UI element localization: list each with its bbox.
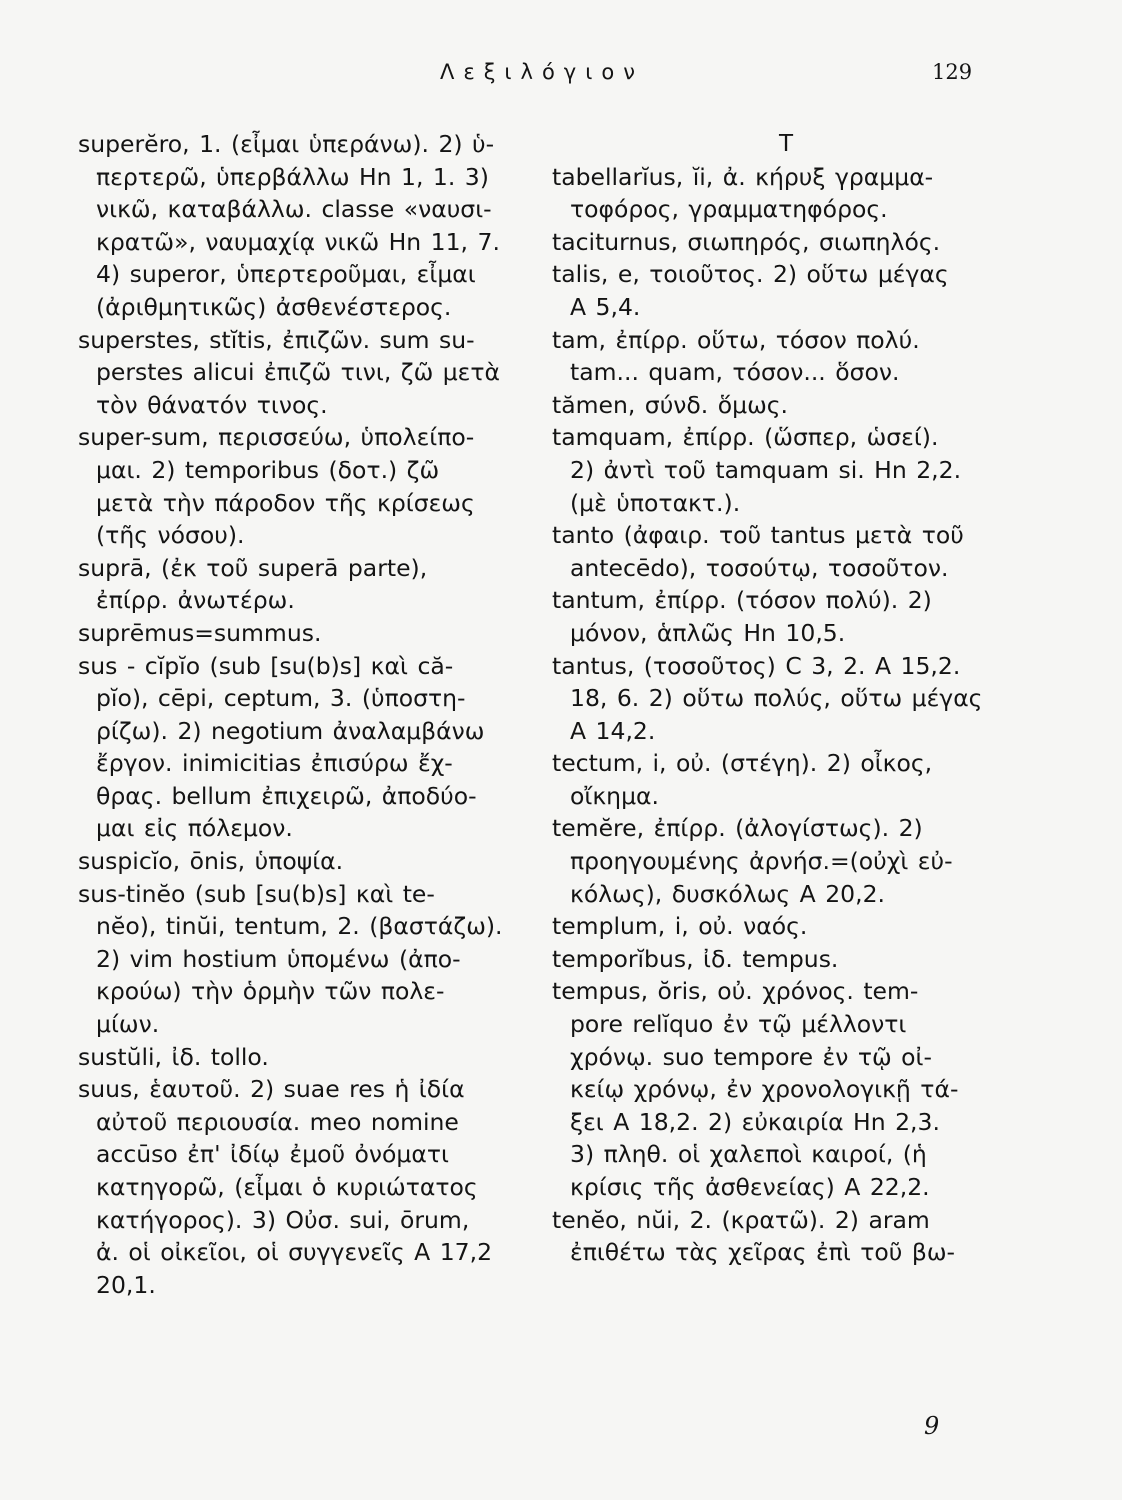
entry-line: ξει A 18,2. 2) εὐκαιρία Hn 2,3. — [570, 1107, 940, 1136]
entry-line: antecēdo), τοσούτῳ, τοσοῦτον. — [570, 553, 949, 582]
dictionary-entry — [80, 324, 520, 422]
dictionary-entry — [554, 812, 982, 910]
entry-headline: sustŭli, ἰδ. tollo. — [78, 1042, 269, 1071]
dictionary-entry — [554, 226, 982, 259]
entry-line: τὸν θάνατόν τινος. — [96, 390, 328, 419]
entry-line: 20,1. — [96, 1270, 156, 1299]
dictionary-entry — [80, 650, 520, 846]
section-letter: T — [778, 131, 794, 157]
page-number: 129 — [932, 60, 973, 84]
entry-line: ρίζω). 2) negotium ἀναλαμβάνω — [96, 716, 485, 745]
entry-line: περτερῶ, ὑπερβάλλω Hn 1, 1. 3) — [96, 162, 489, 191]
dictionary-entry — [80, 1073, 520, 1301]
entry-headline: tantum, ἐπίρρ. (τόσον πολύ). 2) — [552, 586, 932, 615]
entry-headline: tenĕo, nŭi, 2. (κρατῶ). 2) aram — [552, 1205, 930, 1234]
entry-line: ἐπιθέτω τὰς χεῖρας ἐπὶ τοῦ βω- — [570, 1238, 956, 1267]
running-head — [0, 60, 1122, 90]
entry-headline: suus, ἑαυτοῦ. 2) suae res ἡ ἰδία — [78, 1075, 465, 1104]
dictionary-entry — [554, 975, 982, 1203]
right-column — [554, 128, 982, 1269]
entry-line: accūso ἐπ' ἰδίῳ ἐμοῦ ὀνόματι — [96, 1140, 449, 1169]
entry-headline: sus - cĭpĭo (sub [su(b)s] καὶ că- — [78, 651, 454, 680]
left-column — [80, 128, 520, 1301]
dictionary-entry — [80, 1041, 520, 1074]
running-title: Λεξιλόγιον — [440, 60, 644, 84]
entry-line: (ἀριθμητικῶς) ἀσθενέστερος. — [96, 292, 452, 321]
entry-line: κατηγορῶ, (εἶμαι ὁ κυριώτατος — [96, 1173, 478, 1201]
dictionary-entry — [554, 584, 982, 649]
entry-line: κρούω) τὴν ὁρμὴν τῶν πολε- — [96, 977, 445, 1006]
entry-headline: sus-tinĕo (sub [su(b)s] καὶ te- — [78, 879, 435, 908]
dictionary-entry — [554, 1204, 982, 1269]
entry-headline: suprēmus=summus. — [78, 618, 322, 647]
entry-line: (τῆς νόσου). — [96, 521, 245, 550]
dictionary-entry — [80, 552, 520, 617]
entry-headline: tempus, ŏris, οὐ. χρόνος. tem- — [552, 977, 919, 1006]
entry-line: 2) ἀντὶ τοῦ tamquam si. Hn 2,2. — [570, 455, 962, 484]
entry-line: pĭo), cēpi, ceptum, 3. (ὑποστη- — [96, 684, 466, 713]
entry-headline: tam, ἐπίρρ. οὕτω, τόσον πολύ. — [552, 325, 920, 354]
entry-line: κείῳ χρόνῳ, ἐν χρονολογικῇ τά- — [570, 1075, 959, 1104]
entry-line: μαι. 2) temporibus (δοτ.) ζῶ — [96, 455, 440, 484]
entry-line: 3) πληθ. οἱ χαλεποὶ καιροί, (ἡ — [570, 1140, 927, 1169]
dictionary-entry — [80, 617, 520, 650]
dictionary-entry — [80, 878, 520, 1041]
entry-headline: templum, i, οὐ. ναός. — [552, 912, 808, 941]
entry-line: perstes alicui ἐπιζῶ τινι, ζῶ μετὰ — [96, 358, 501, 387]
dictionary-entry — [80, 845, 520, 878]
entry-headline: super-sum, περισσεύω, ὑπολείπο- — [78, 423, 475, 452]
entry-headline: tabellarĭus, ĭi, ἀ. κήρυξ γραμμα- — [552, 162, 934, 191]
dictionary-entry — [80, 421, 520, 551]
entry-headline: tamquam, ἐπίρρ. (ὥσπερ, ὡσεί). — [552, 423, 939, 452]
entry-line: A 14,2. — [570, 716, 656, 745]
entry-line: tam... quam, τόσον... ὅσον. — [570, 358, 900, 387]
entry-line: κρατῶ», ναυμαχίᾳ νικῶ Hn 11, 7. — [96, 227, 500, 256]
dictionary-entry — [554, 161, 982, 226]
entry-line: προηγουμένης ἀρνήσ.=(οὐχὶ εὐ- — [570, 847, 953, 876]
entry-headline: temĕre, ἐπίρρ. (ἀλογίστως). 2) — [552, 814, 923, 843]
dictionary-entry — [554, 324, 982, 389]
entry-line: νικῶ, καταβάλλω. classe «ναυσι- — [96, 195, 492, 224]
entry-line: ἀ. οἱ οἰκεῖοι, οἱ συγγενεῖς A 17,2 — [96, 1238, 493, 1267]
entry-line: μαι εἰς πόλεμον. — [96, 814, 293, 843]
entry-line: οἴκημα. — [570, 781, 659, 810]
dictionary-entry — [554, 519, 982, 584]
entry-line: κόλως), δυσκόλως A 20,2. — [570, 879, 885, 908]
entry-line: ἐπίρρ. ἀνωτέρω. — [96, 586, 295, 615]
entry-line: μετὰ τὴν πάροδον τῆς κρίσεως — [96, 488, 475, 517]
entry-line: nĕo), tinŭi, tentum, 2. (βαστάζω). — [96, 912, 503, 941]
signature-mark: 9 — [924, 1412, 940, 1440]
entry-headline: tectum, i, οὐ. (στέγη). 2) οἶκος, — [552, 749, 933, 778]
dictionary-entry — [554, 421, 982, 519]
entry-line: τοφόρος, γραμματηφόρος. — [570, 195, 888, 224]
entry-headline: tantus, (τοσοῦτος) C 3, 2. A 15,2. — [552, 651, 961, 680]
entry-headline: suspicĭo, ōnis, ὑποψία. — [78, 847, 344, 876]
entry-headline: temporĭbus, ἰδ. tempus. — [552, 944, 839, 973]
dictionary-entry — [554, 910, 982, 943]
entry-headline: superstes, stĭtis, ἐπιζῶν. sum su- — [78, 325, 475, 354]
entry-headline: superĕro, 1. (εἶμαι ὑπεράνω). 2) ὑ- — [78, 130, 495, 158]
entry-headline: suprā, (ἐκ τοῦ superā parte), — [78, 553, 428, 582]
entry-headline: taciturnus, σιωπηρός, σιωπηλός. — [552, 227, 941, 256]
entry-line: κρίσις τῆς ἀσθενείας) A 22,2. — [570, 1173, 930, 1201]
right-column-entries — [554, 161, 982, 1269]
dictionary-entry — [554, 258, 982, 323]
dictionary-entry — [554, 747, 982, 812]
dictionary-entry — [80, 128, 520, 324]
entry-headline: tanto (ἀφαιρ. τοῦ tantus μετὰ τοῦ — [552, 521, 964, 550]
entry-headline: tămen, σύνδ. ὅμως. — [552, 390, 789, 419]
entry-headline: talis, e, τοιοῦτος. 2) οὕτω μέγας — [552, 260, 949, 289]
entry-line: αὐτοῦ περιουσία. meo nomine — [96, 1107, 459, 1136]
dictionary-entry — [554, 943, 982, 976]
entry-line: (μὲ ὑποτακτ.). — [570, 488, 741, 517]
entry-line: ἔργον. inimicitias ἐπισύρω ἔχ- — [96, 749, 453, 778]
dictionary-entry — [554, 389, 982, 422]
entry-line: μόνον, ἁπλῶς Hn 10,5. — [570, 618, 846, 647]
dictionary-entry — [554, 650, 982, 748]
entry-line: 18, 6. 2) οὕτω πολύς, οὕτω μέγας — [570, 684, 983, 713]
entry-line: A 5,4. — [570, 292, 641, 321]
entry-line: pore relĭquo ἐν τῷ μέλλοντι — [570, 1010, 907, 1039]
entry-line: 2) vim hostium ὑπομένω (ἀπο- — [96, 944, 461, 973]
entry-line: μίων. — [96, 1010, 160, 1039]
entry-line: χρόνῳ. suo tempore ἐν τῷ οἰ- — [570, 1042, 932, 1071]
entry-line: θρας. bellum ἐπιχειρῶ, ἀποδύο- — [96, 781, 477, 810]
entry-line: 4) superor, ὑπερτεροῦμαι, εἶμαι — [96, 260, 476, 289]
entry-line: κατήγορος). 3) Οὐσ. sui, ōrum, — [96, 1205, 470, 1234]
